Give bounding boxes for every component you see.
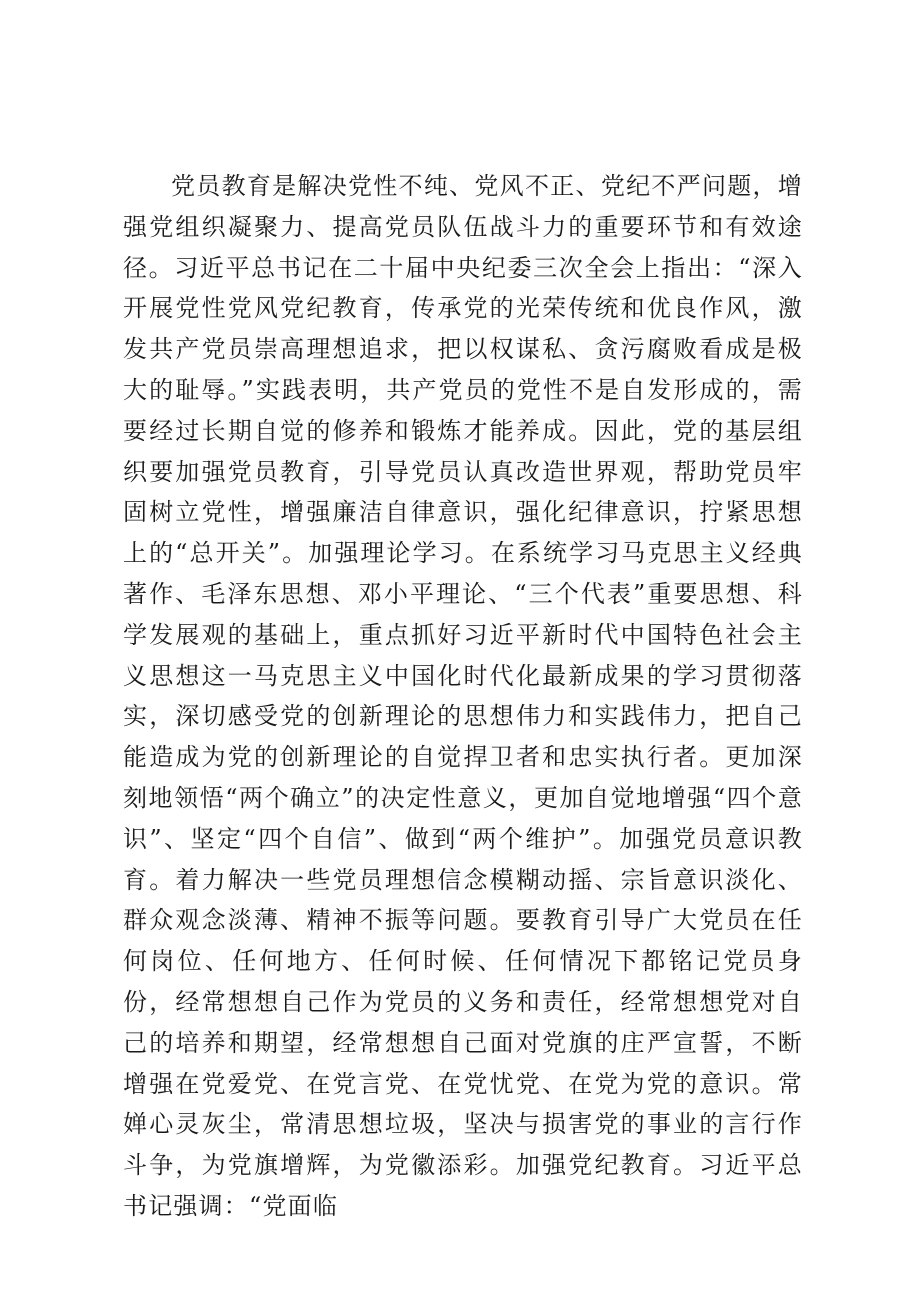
body-paragraph: 党员教育是解决党性不纯、党风不正、党纪不严问题，增强党组织凝聚力、提高党员队伍战斗力的重要环节和有效途径。习近平总书记在二十届中央纪委三次全会上指出：“深入开展党性党风党纪教育，传承党的光荣传统和优良作风，激发共产党员崇高理想追求，把以权谋私、贪污腐败看成是极大的耻辱。”实践表明，共产党员的党性不是自发形成的，需要经过长期自觉的修养和锻炼才能养成。因此，党的基层组织要加强党员教育，引导党员认真改造世界观，帮助党员牢固树立党性，增强廉洁自律意识，强化纪律意识，拧紧思想上的“总开关”。加强理论学习。在系统学习马克思主义经典著作、毛泽东思想、邓小平理论、“三个代表”重要思想、科学发展观的基础上，重点抓好习近平新时代中国特色社会主义思想这一马克思主义中国化时代化最新成果的学习贯彻落实，深切感受党的创新理论的思想伟力和实践伟力，把自己能造成为党的创新理论的自觉捍卫者和忠实执行者。更加深刻地领悟“两个确立”的决定性意义，更加自觉地增强“四个意识”、坚定“四个自信”、做到“两个维护”。加强党员意识教育。着力解决一些党员理想信念模糊动摇、宗旨意识淡化、群众观念淡薄、精神不振等问题。要教育引导广大党员在任何岗位、任何地方、任何时候、任何情况下都铭记党员身份，经常想想自己作为党员的义务和责任，经常想想党对自己的培养和期望，经常想想自己面对党旗的庄严宣誓，不断增强在党爱党、在党言党、在党忧党、在党为党的意识。常婵心灵灰尘，常清思想垃圾，坚决与损害党的事业的言行作斗争，为党旗增辉，为党徽添彩。加强党纪教育。习近平总书记强调：“党面临 [123,172,803,1220]
